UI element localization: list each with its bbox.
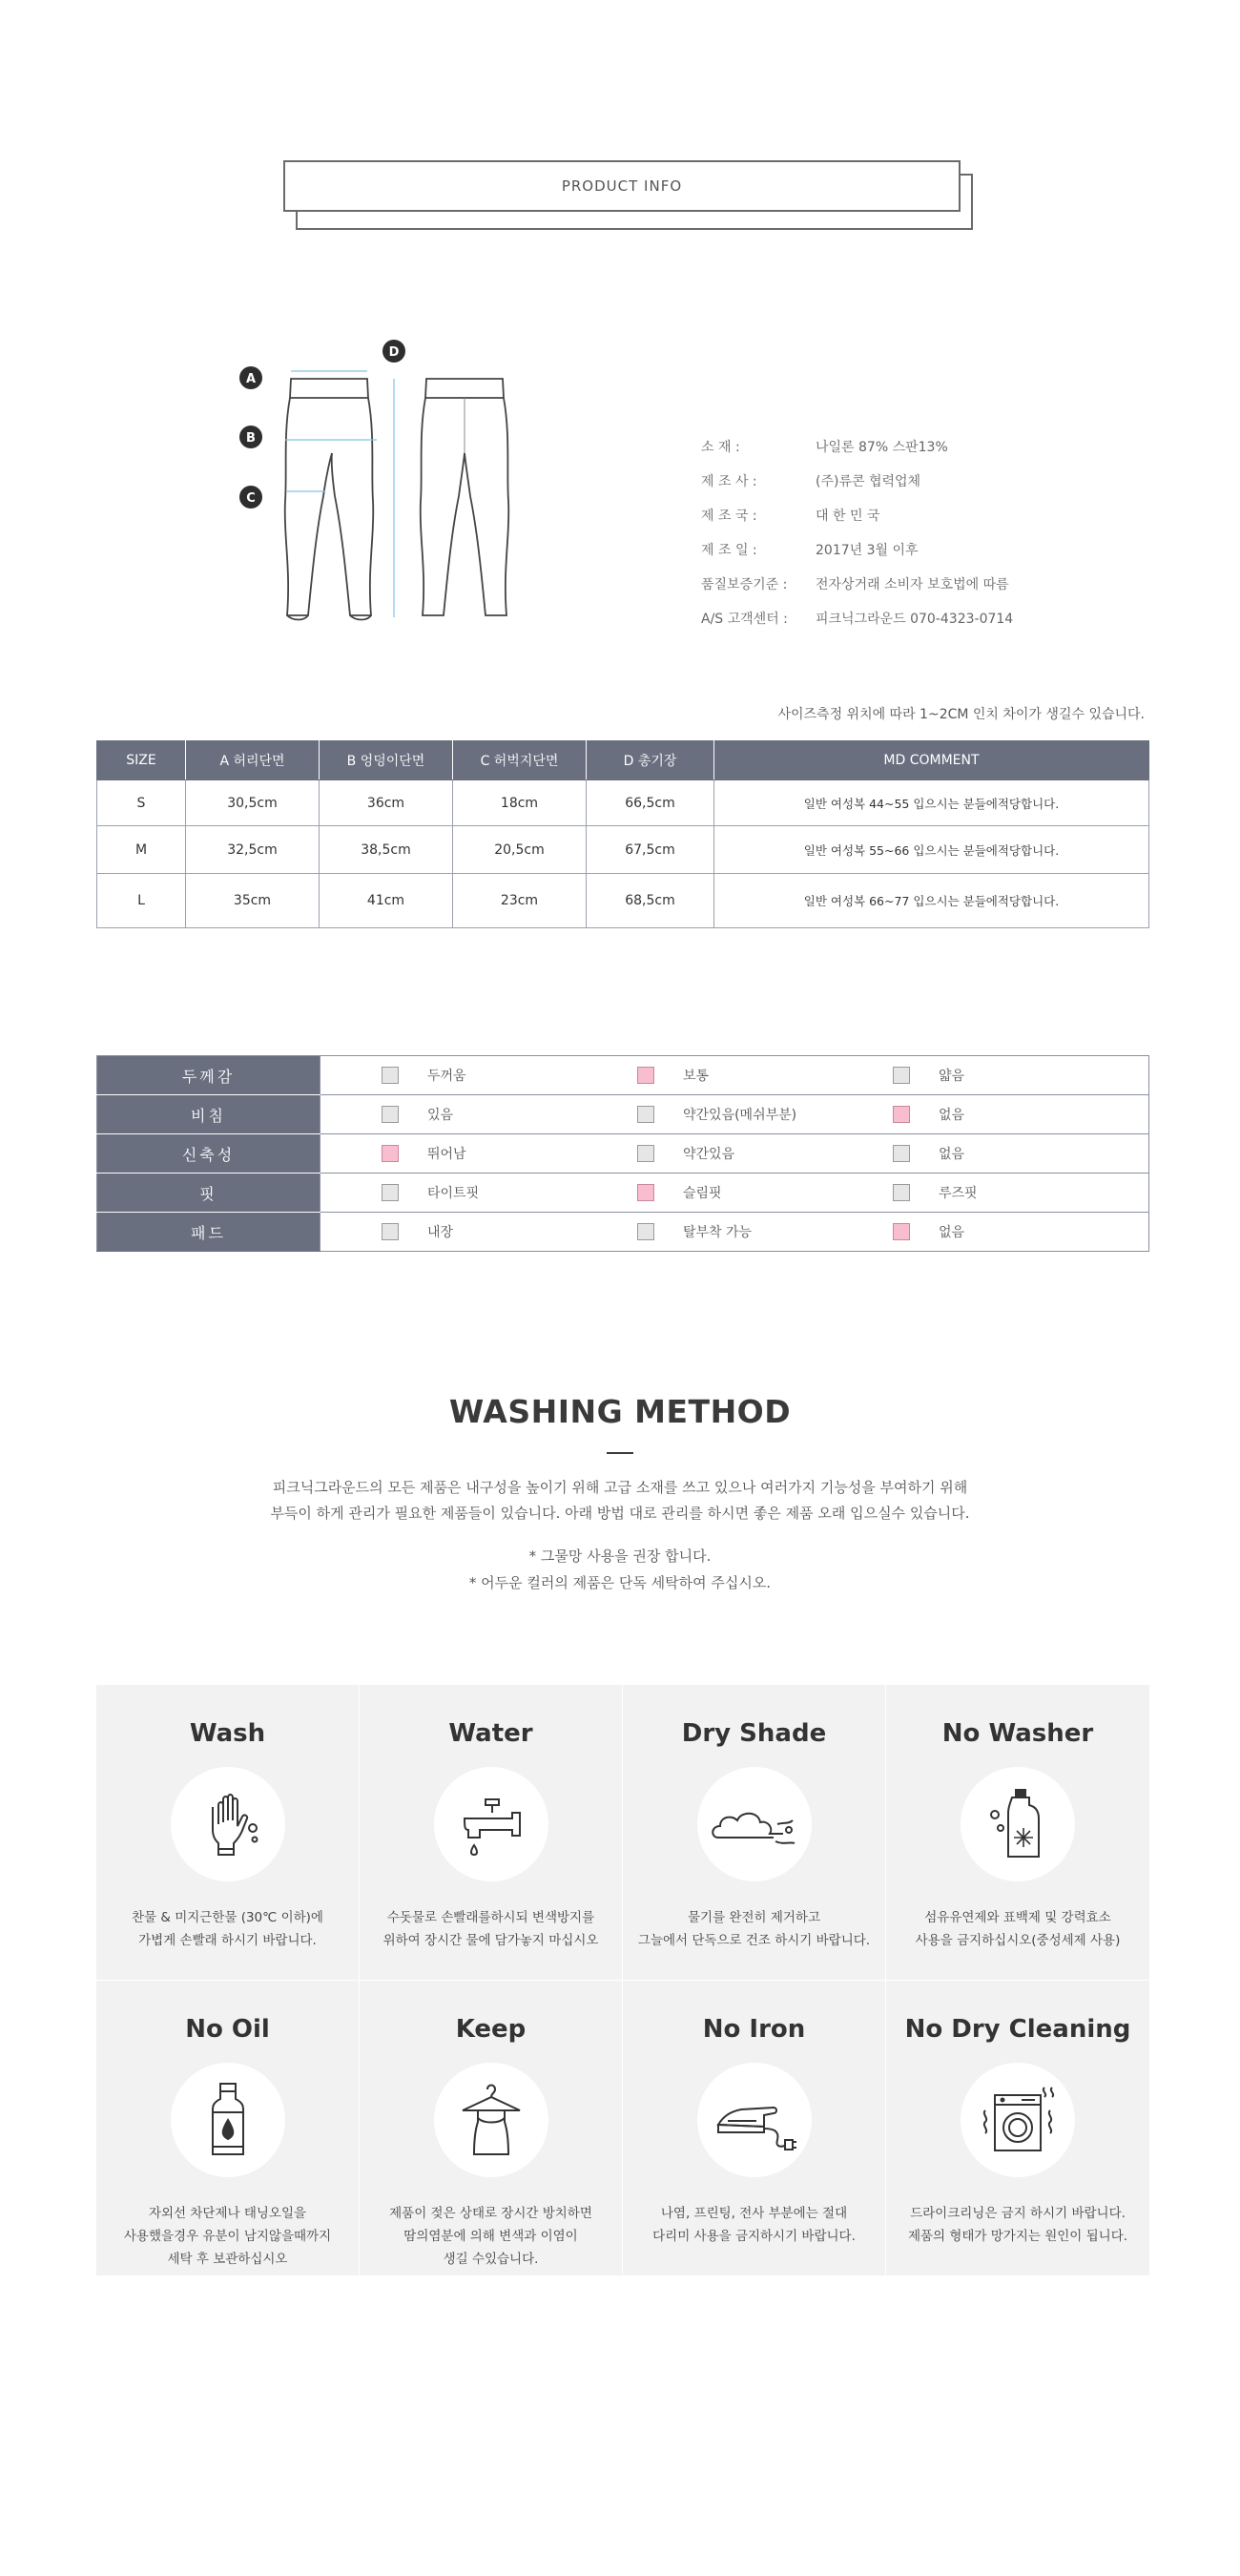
hip-cell: 36cm [320, 780, 453, 826]
checkbox [893, 1145, 910, 1162]
checkbox [637, 1145, 654, 1162]
spec-key: 제 조 일 : [701, 543, 757, 558]
length-cell: 66,5cm [587, 780, 714, 826]
care-water [360, 1685, 623, 1981]
spec-row-country [701, 498, 1102, 532]
feel-option-label: 보통 [683, 1069, 710, 1084]
care-title: Wash [189, 1719, 266, 1748]
marker-d [382, 340, 405, 363]
feel-label: 핏 [97, 1174, 320, 1213]
checkbox-checked [637, 1184, 654, 1201]
spec-row-warranty [701, 567, 1102, 601]
care-no-oil [96, 1981, 360, 2276]
spec-key: 제 조 사 : [701, 474, 757, 489]
care-text: 나염, 프린팅, 전사 부분에는 절대 다리미 사용을 금지하시기 바랍니다. [652, 2206, 856, 2244]
feel-option [893, 1222, 1148, 1241]
svg-text:C: C [246, 491, 256, 506]
checkbox-checked [893, 1106, 910, 1123]
svg-text:A: A [245, 372, 257, 386]
legging-back-drawing [421, 379, 509, 615]
care-title: No Washer [941, 1719, 1094, 1748]
feel-row-pad [97, 1213, 1149, 1252]
thigh-cell: 23cm [453, 874, 587, 928]
feel-option [320, 1222, 637, 1241]
feel-label: 패드 [97, 1213, 320, 1252]
feel-option-label: 내장 [427, 1225, 454, 1240]
washing-machine-icon [961, 2063, 1075, 2177]
spec-value: 나일론 87% 스판13% [816, 440, 948, 455]
feel-option-label: 두꺼움 [427, 1069, 466, 1084]
feel-option-label: 약간있음(메쉬부분) [683, 1108, 797, 1123]
size-cell: M [97, 826, 186, 874]
feel-label: 신축성 [97, 1134, 320, 1174]
feel-option [637, 1183, 893, 1202]
thigh-cell: 18cm [453, 780, 587, 826]
legging-front-drawing [285, 379, 374, 620]
spec-value: 피크닉그라운드 070-4323-0714 [816, 612, 1014, 627]
feel-row-sheerness [97, 1095, 1149, 1134]
waist-cell: 35cm [186, 874, 320, 928]
care-text: 제품이 젖은 상태로 장시간 방치하면 땀의염분에 의해 변색과 이염이 생길 수있습니다. [389, 2206, 592, 2267]
spec-value: 2017년 3월 이후 [816, 543, 919, 558]
feel-label: 비침 [97, 1095, 320, 1134]
title-underline [607, 1452, 633, 1454]
size-table-header [97, 741, 1149, 780]
length-cell: 67,5cm [587, 826, 714, 874]
checkbox [637, 1223, 654, 1240]
care-text: 자외선 차단제나 태닝오일을 사용했을경우 유분이 남지않을때까지 세탁 후 보관하십시오 [123, 2206, 332, 2267]
glove-icon [171, 1767, 285, 1881]
feel-option-label: 타이트핏 [427, 1186, 480, 1201]
feel-option [320, 1066, 637, 1085]
feel-option-label: 없음 [939, 1147, 965, 1162]
spec-value: 대 한 민 국 [816, 509, 880, 524]
table-row [97, 874, 1149, 928]
cloud-icon [697, 1767, 812, 1881]
care-text: 찬물 & 미지근한물 (30℃ 이하)에 가볍게 손빨래 하시기 바랍니다. [132, 1910, 323, 1948]
care-title: No Dry Cleaning [904, 2015, 1131, 2044]
fabric-feel-table [96, 1055, 1149, 1252]
marker-b [239, 426, 262, 448]
marker-c [239, 486, 262, 509]
spec-key: 품질보증기준 : [701, 577, 788, 592]
checkbox-checked [382, 1145, 399, 1162]
comment-cell: 일반 여성복 55~66 입으시는 분들에적당합니다. [714, 826, 1149, 874]
care-no-washer [886, 1685, 1149, 1981]
feel-option-label: 없음 [939, 1225, 965, 1240]
care-title: Water [448, 1719, 533, 1748]
svg-text:D: D [388, 345, 400, 360]
checkbox-checked [637, 1067, 654, 1084]
feel-option [637, 1066, 893, 1085]
washing-note-2: * 어두운 컬러의 제품은 단독 세탁하여 주십시오. [468, 1574, 772, 1591]
feel-option-label: 약간있음 [683, 1147, 735, 1162]
feel-label: 두께감 [97, 1056, 320, 1095]
hanger-icon [434, 2063, 548, 2177]
care-title: Keep [455, 2015, 527, 2044]
checkbox [637, 1106, 654, 1123]
feel-option [320, 1183, 637, 1202]
feel-option [893, 1183, 1148, 1202]
care-text: 드라이크리닝은 금지 하시기 바랍니다. 제품의 형태가 망가지는 원인이 됩니다. [907, 2206, 1128, 2244]
leggings-illustration [224, 329, 548, 634]
care-title: Dry Shade [681, 1719, 827, 1748]
spec-key: A/S 고객센터 : [701, 612, 788, 627]
care-text: 수돗물로 손빨래를하시되 변색방지를 위하여 장시간 물에 담가놓지 마십시오 [382, 1910, 599, 1948]
washing-note-1: * 그물망 사용을 권장 합니다. [528, 1548, 712, 1565]
care-text: 섬유유연제와 표백제 및 강력효소 사용을 금지하십시오(중성세제 사용) [915, 1910, 1121, 1948]
comment-cell: 일반 여성복 66~77 입으시는 분들에적당합니다. [714, 874, 1149, 928]
table-row [97, 780, 1149, 826]
feel-option-label: 탈부착 가능 [683, 1225, 753, 1240]
checkbox-checked [893, 1223, 910, 1240]
thigh-cell: 20,5cm [453, 826, 587, 874]
header-size: SIZE [97, 741, 186, 780]
spec-key: 소 재 : [701, 440, 740, 455]
spec-key: 제 조 국 : [701, 509, 757, 524]
spec-row-service-center [701, 601, 1102, 635]
spec-value: (주)류콘 협력업체 [816, 474, 921, 489]
checkbox [893, 1184, 910, 1201]
care-text: 물기를 완전히 제거하고 그늘에서 단독으로 건조 하시기 바랍니다. [637, 1910, 871, 1948]
product-spec-list [701, 429, 1102, 635]
feel-row-fit [97, 1174, 1149, 1213]
care-dry-shade [623, 1685, 886, 1981]
feel-option [893, 1144, 1148, 1163]
feel-option [893, 1066, 1148, 1085]
spec-row-date [701, 532, 1102, 567]
care-title: No Oil [185, 2015, 270, 2044]
product-info-title: PRODUCT INFO [283, 160, 961, 212]
header-thigh: C 허벅지단면 [453, 741, 587, 780]
checkbox [382, 1184, 399, 1201]
feel-option-label: 뛰어남 [427, 1147, 466, 1162]
size-cell: L [97, 874, 186, 928]
washing-intro-line-2: 부득이 하게 관리가 필요한 제품들이 있습니다. 아래 방법 대로 관리를 하시면 좋은 제품 오래 입으실수 있습니다. [270, 1505, 970, 1522]
detergent-icon [961, 1767, 1075, 1881]
comment-cell: 일반 여성복 44~55 입으시는 분들에적당합니다. [714, 780, 1149, 826]
feel-option-label: 있음 [427, 1108, 454, 1123]
size-table [96, 740, 1149, 928]
feel-option [320, 1105, 637, 1124]
care-title: No Iron [702, 2015, 806, 2044]
feel-option-label: 루즈핏 [939, 1186, 978, 1201]
feel-option-label: 슬림핏 [683, 1186, 722, 1201]
spec-row-manufacturer [701, 464, 1102, 498]
size-cell: S [97, 780, 186, 826]
care-keep [360, 1981, 623, 2276]
washing-intro-line-1: 피크닉그라운드의 모든 제품은 내구성을 높이기 위해 고급 소재를 쓰고 있으나 여러가지 기능성을 부여하기 위해 [272, 1479, 968, 1496]
marker-a [239, 366, 262, 389]
feel-option [320, 1144, 637, 1163]
header-md-comment: MD COMMENT [714, 741, 1149, 780]
checkbox [382, 1223, 399, 1240]
washing-method-title: WASHING METHOD [448, 1393, 792, 1430]
checkbox [382, 1106, 399, 1123]
care-wash [96, 1685, 360, 1981]
size-measurement-note: 사이즈측정 위치에 따라 1~2CM 인치 차이가 생길수 있습니다. [777, 707, 1145, 722]
feel-row-thickness [97, 1056, 1149, 1095]
feel-option [893, 1105, 1148, 1124]
care-no-dry-cleaning [886, 1981, 1149, 2276]
care-instructions-grid [96, 1685, 1149, 2276]
length-cell: 68,5cm [587, 874, 714, 928]
oil-bottle-icon [171, 2063, 285, 2177]
waist-cell: 30,5cm [186, 780, 320, 826]
checkbox [382, 1067, 399, 1084]
header-hip: B 엉덩이단면 [320, 741, 453, 780]
feel-option-label: 얇음 [939, 1069, 965, 1084]
hip-cell: 41cm [320, 874, 453, 928]
table-row [97, 826, 1149, 874]
feel-option-label: 없음 [939, 1108, 965, 1123]
checkbox [893, 1067, 910, 1084]
feel-row-stretch [97, 1134, 1149, 1174]
waist-cell: 32,5cm [186, 826, 320, 874]
svg-text:B: B [246, 431, 256, 446]
hip-cell: 38,5cm [320, 826, 453, 874]
header-waist: A 허리단면 [186, 741, 320, 780]
spec-value: 전자상거래 소비자 보호법에 따름 [816, 577, 1009, 592]
iron-icon [697, 2063, 812, 2177]
feel-option [637, 1105, 893, 1124]
care-no-iron [623, 1981, 886, 2276]
feel-option [637, 1222, 893, 1241]
faucet-icon [434, 1767, 548, 1881]
spec-row-material [701, 429, 1102, 464]
header-length: D 총기장 [587, 741, 714, 780]
feel-option [637, 1144, 893, 1163]
